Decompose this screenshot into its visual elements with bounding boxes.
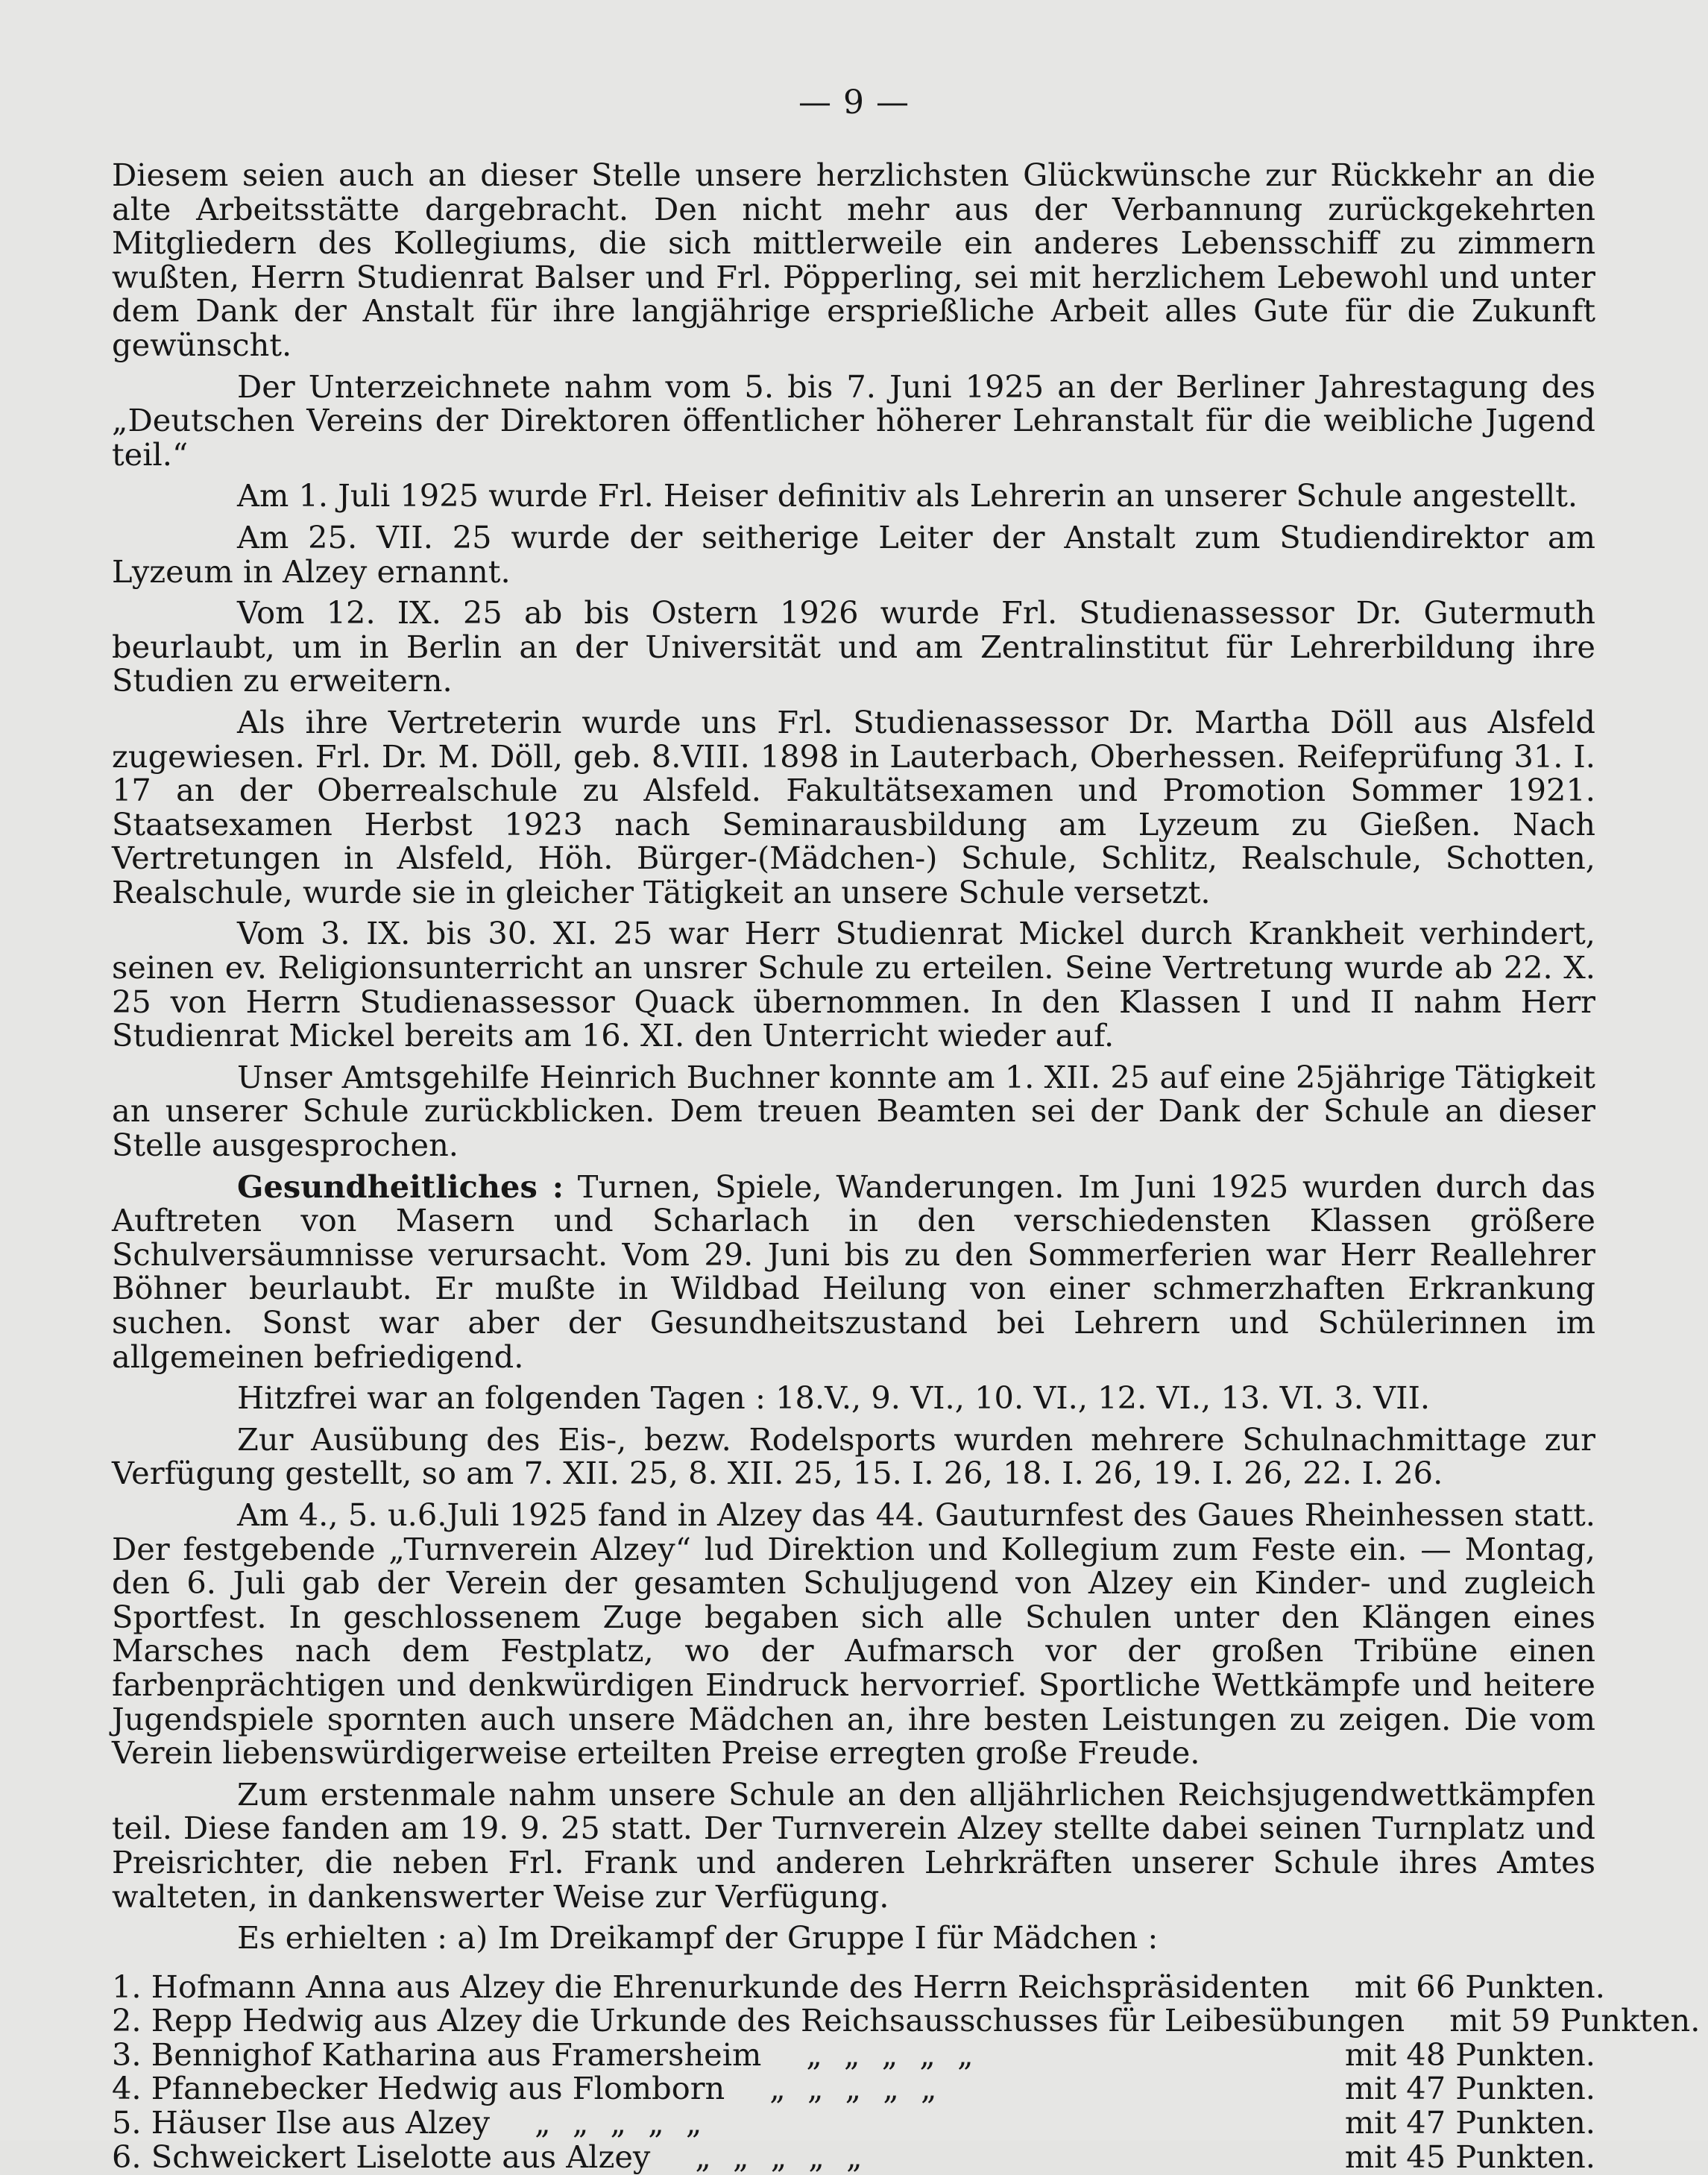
- result-name: 4. Pfannebecker Hedwig aus Flomborn: [112, 2070, 725, 2107]
- results-row: [112, 2071, 1595, 2106]
- paragraph-buchner-anniversary: Unser Amtsgehilfe Heinrich Buchner konnte am 1. XII. 25 auf eine 25jährige Tätigkeit an unserer Schule zurückblicken. Dem treuen Beamten sei der Dank der Schule an dieser Stelle ausgesprochen.: [112, 1058, 1595, 1164]
- paragraph-director-promotion: Am 25. VII. 25 wurde der seitherige Leiter der Anstalt zum Studiendirektor am Lyzeum in Alzey ernannt.: [112, 518, 1595, 590]
- result-name: 3. Bennighof Katharina aus Framersheim: [112, 2036, 762, 2073]
- results-row: [112, 2140, 1595, 2174]
- result-points: mit 47 Punkten.: [1344, 2070, 1595, 2107]
- result-ditto: „ „ „ „ „: [535, 2104, 708, 2141]
- results-row: [112, 2002, 1701, 2039]
- paragraph-health: [112, 1170, 1595, 1374]
- results-list: [112, 1968, 1701, 2175]
- results-row: [112, 1968, 1605, 2005]
- paragraph-director-conference: Der Unterzeichnete nahm vom 5. bis 7. Juni 1925 an der Berliner Jahrestagung des „Deutschen Vereins der Direktoren öffentlicher höherer Lehranstalt für die weibliche Jugend teil.“: [112, 368, 1595, 473]
- result-name: 5. Häuser Ilse aus Alzey: [112, 2104, 491, 2141]
- paragraph-results-intro: Es erhielten : a) Im Dreikampf der Gruppe I für Mädchen :: [237, 1919, 1159, 1957]
- paragraph-winter-sports: Zur Ausübung des Eis-, bezw. Rodelsports wurden mehrere Schulnachmittage zur Verfügung gestellt, so am 7. XII. 25, 8. XII. 25, 15. I. 26, 18. I. 26, 19. I. 26, 22. I. 26.: [112, 1420, 1595, 1492]
- paragraph-heiser-appointment: Am 1. Juli 1925 wurde Frl. Heiser definitiv als Lehrerin an unserer Schule angestellt.: [237, 477, 1578, 514]
- paragraph-congratulations: Diesem seien auch an dieser Stelle unsere herzlichsten Glückwünsche zur Rückkehr an die alte Arbeitsstätte dargebracht. Den nicht mehr aus der Verbannung zurückgekehrten Mitgliedern des Kollegiums, die sich mittlerweile ein anderes Lebensschiff zu zimmern wußten, Herrn Studienrat Balser und Frl. Pöpperling, sei mit herzlichem Lebewohl und unter dem Dank der Anstalt für ihre langjährige ersprießliche Arbeit alles Gute für die Zukunft gewünscht.: [112, 157, 1595, 363]
- paragraph-mickel-illness: Vom 3. IX. bis 30. XI. 25 war Herr Studienrat Mickel durch Krankheit verhindert, seinen ev. Religionsunterricht an unsrer Schule zu erteilen. Seine Vertretung wurde ab 22. X. 25 von Herrn Studienassessor Quack übernommen. In den Klassen I und II nahm Herr Studienrat Mickel bereits am 16. XI. den Unterricht wieder auf.: [112, 915, 1595, 1054]
- paragraph-youth-competitions: Zum erstenmale nahm unsere Schule an den alljährlichen Reichsjugendwettkämpfen teil. Diese fanden am 19. 9. 25 statt. Der Turnverein Alzey stellte dabei seinen Turnplatz und Preisrichter, die neben Frl. Frank und anderen Lehrkräften unserer Schule ihres Amtes walteten, in dankenswerter Weise zur Verfügung.: [112, 1775, 1595, 1915]
- health-text: Turnen, Spiele, Wanderungen. Im Juni 1925 wurden durch das Auftreten von Masern und Scharlach in den verschiedensten Klassen größere Schulversäumnisse verursacht. Vom 29. Juni bis zu den Sommerferien war Herr Reallehrer Böhner beurlaubt. Er mußte in Wildbad Heilung von einer schmerzhaften Erkrankung suchen. Sonst war aber der Gesundheitszustand bei Lehrern und Schülerinnen im allgemeinen befriedigend.: [112, 1168, 1595, 1375]
- result-points: mit 47 Punkten.: [1344, 2104, 1595, 2141]
- health-heading: Gesundheitliches :: [237, 1168, 564, 1205]
- result-name: 6. Schweickert Liselotte aus Alzey: [112, 2138, 651, 2175]
- paragraph-doell-substitute: Als ihre Vertreterin wurde uns Frl. Studienassessor Dr. Martha Döll aus Alsfeld zugewiesen. Frl. Dr. M. Döll, geb. 8.VIII. 1898 in Lauterbach, Oberhessen. Reifeprüfung 31. I. 17 an der Oberrealschule zu Alsfeld. Fakultätsexamen und Promotion Sommer 1921. Staatsexamen Herbst 1923 nach Seminarausbildung am Lyzeum zu Gießen. Nach Vertretungen in Alsfeld, Höh. Bürger-(Mädchen-) Schule, Schlitz, Realschule, Schotten, Realschule, wurde sie in gleicher Tätigkeit an unsere Schule versetzt.: [112, 703, 1595, 910]
- paragraph-heat-days: Hitzfrei war an folgenden Tagen : 18.V., 9. VI., 10. VI., 12. VI., 13. VI. 3. VII.: [237, 1379, 1431, 1417]
- result-name: 2. Repp Hedwig aus Alzey die Urkunde des Reichsausschusses für Leibesübungen: [112, 2002, 1405, 2039]
- result-points: mit 45 Punkten.: [1344, 2138, 1595, 2175]
- result-ditto: „ „ „ „ „: [769, 2070, 943, 2107]
- results-row: [112, 2038, 1595, 2072]
- result-points: mit 48 Punkten.: [1344, 2036, 1595, 2073]
- result-ditto: „ „ „ „ „: [806, 2036, 980, 2073]
- paragraph-gymnastics-festival: Am 4., 5. u.6.Juli 1925 fand in Alzey das 44. Gauturnfest des Gaues Rheinhessen statt. Der festgebende „Turnverein Alzey“ lud Direktion und Kollegium zum Feste ein. — Montag, den 6. Juli gab der Verein der gesamten Schuljugend von Alzey ein Kinder- und zugleich Sportfest. In geschlossenem Zuge begaben sich alle Schulen unter den Klängen eines Marsches nach dem Festplatz, wo der Aufmarsch vor der großen Tribüne einen farbenprächtigen und denkwürdigen Eindruck hervorrief. Sportliche Wettkämpfe und heitere Jugendspiele spornten auch unsere Mädchen an, ihre besten Leistungen zu zeigen. Die vom Verein liebenswürdigerweise erteilten Preise erregten große Freude.: [112, 1496, 1595, 1772]
- result-ditto: „ „ „ „ „: [695, 2138, 869, 2175]
- document-body: [112, 157, 1701, 2175]
- paragraph-gutermuth-leave: Vom 12. IX. 25 ab bis Ostern 1926 wurde Frl. Studienassessor Dr. Gutermuth beurlaubt, um in Berlin an der Universität und am Zentralinstitut für Lehrerbildung ihre Studien zu erweitern.: [112, 594, 1595, 699]
- results-row: [112, 2106, 1595, 2140]
- result-name: 1. Hofmann Anna aus Alzey die Ehrenurkunde des Herrn Reichspräsidenten: [112, 1968, 1310, 2005]
- page-number: — 9 —: [798, 84, 910, 122]
- result-points: mit 66 Punkten.: [1354, 1968, 1605, 2005]
- result-points: mit 59 Punkten.: [1449, 2002, 1701, 2039]
